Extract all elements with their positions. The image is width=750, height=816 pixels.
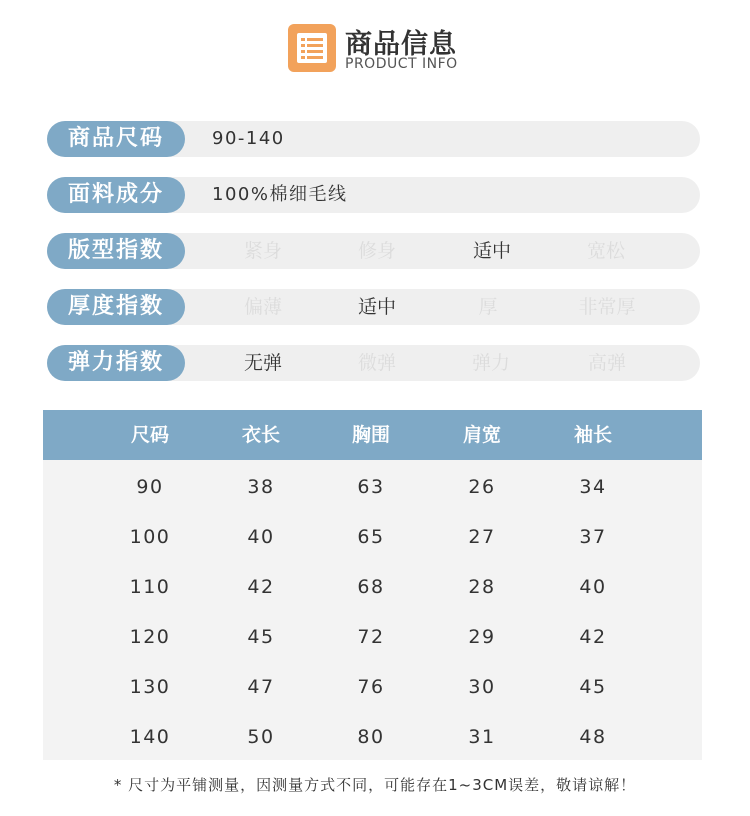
column-header-sleeve: 袖长 — [573, 424, 612, 446]
table-row — [43, 612, 702, 662]
thickness-option-thick: 厚 — [478, 296, 498, 318]
fit-option-tight: 紧身 — [243, 240, 282, 262]
table-cell: 45 — [247, 626, 275, 648]
table-cell: 27 — [468, 526, 496, 548]
section-header — [288, 22, 488, 76]
table-cell: 76 — [357, 676, 385, 698]
table-cell: 120 — [129, 626, 171, 648]
thickness-option-very-thick: 非常厚 — [578, 296, 636, 318]
elasticity-index-row — [47, 345, 700, 381]
elasticity-index-label: 弹力指数 — [47, 345, 185, 381]
table-row — [43, 462, 702, 512]
thickness-index-row — [47, 289, 700, 325]
table-cell: 34 — [579, 476, 607, 498]
thickness-option-thin: 偏薄 — [243, 296, 282, 318]
fit-index-row — [47, 233, 700, 269]
table-cell: 130 — [129, 676, 171, 698]
column-header-size: 尺码 — [130, 424, 169, 446]
table-cell: 63 — [357, 476, 385, 498]
table-cell: 100 — [129, 526, 171, 548]
table-cell: 38 — [247, 476, 275, 498]
table-row — [43, 712, 702, 762]
elasticity-option-none: 无弹 — [243, 352, 282, 374]
size-range-row — [47, 121, 700, 157]
elasticity-option-elastic: 弹力 — [471, 352, 510, 374]
table-cell: 80 — [357, 726, 385, 748]
table-cell: 29 — [468, 626, 496, 648]
fabric-row — [47, 177, 700, 213]
table-cell: 140 — [129, 726, 171, 748]
table-row — [43, 512, 702, 562]
table-header — [43, 410, 702, 460]
fit-option-regular: 适中 — [472, 240, 511, 262]
fit-option-slim: 修身 — [357, 240, 396, 262]
elasticity-option-high: 高弹 — [587, 352, 626, 374]
table-cell: 30 — [468, 676, 496, 698]
table-row — [43, 662, 702, 712]
table-cell: 42 — [247, 576, 275, 598]
table-cell: 47 — [247, 676, 275, 698]
column-header-length: 衣长 — [241, 424, 280, 446]
table-cell: 26 — [468, 476, 496, 498]
table-cell: 65 — [357, 526, 385, 548]
thickness-option-medium: 适中 — [357, 296, 396, 318]
page-subtitle: PRODUCT INFO — [345, 56, 458, 72]
table-cell: 28 — [468, 576, 496, 598]
column-header-chest: 胸围 — [351, 424, 390, 446]
fit-index-label: 版型指数 — [47, 233, 185, 269]
thickness-index-label: 厚度指数 — [47, 289, 185, 325]
table-cell: 110 — [129, 576, 171, 598]
table-cell: 42 — [579, 626, 607, 648]
size-table — [43, 410, 702, 760]
column-header-shoulder: 肩宽 — [462, 424, 501, 446]
size-range-value: 90-140 — [212, 128, 285, 149]
table-cell: 68 — [357, 576, 385, 598]
table-row — [43, 562, 702, 612]
fit-option-loose: 宽松 — [586, 240, 625, 262]
table-cell: 40 — [247, 526, 275, 548]
table-cell: 50 — [247, 726, 275, 748]
table-cell: 72 — [357, 626, 385, 648]
table-cell: 40 — [579, 576, 607, 598]
fabric-value: 100%棉细毛线 — [212, 184, 348, 205]
table-cell: 45 — [579, 676, 607, 698]
size-range-label: 商品尺码 — [47, 121, 185, 157]
measurement-note: * 尺寸为平铺测量，因测量方式不同，可能存在1~3CM误差，敬请谅解！ — [113, 776, 637, 794]
elasticity-option-slight: 微弹 — [357, 352, 396, 374]
table-cell: 37 — [579, 526, 607, 548]
table-cell: 90 — [136, 476, 164, 498]
document-list-icon — [288, 24, 336, 72]
page-title: 商品信息 — [345, 29, 457, 60]
table-cell: 48 — [579, 726, 607, 748]
table-cell: 31 — [468, 726, 496, 748]
fabric-label: 面料成分 — [47, 177, 185, 213]
